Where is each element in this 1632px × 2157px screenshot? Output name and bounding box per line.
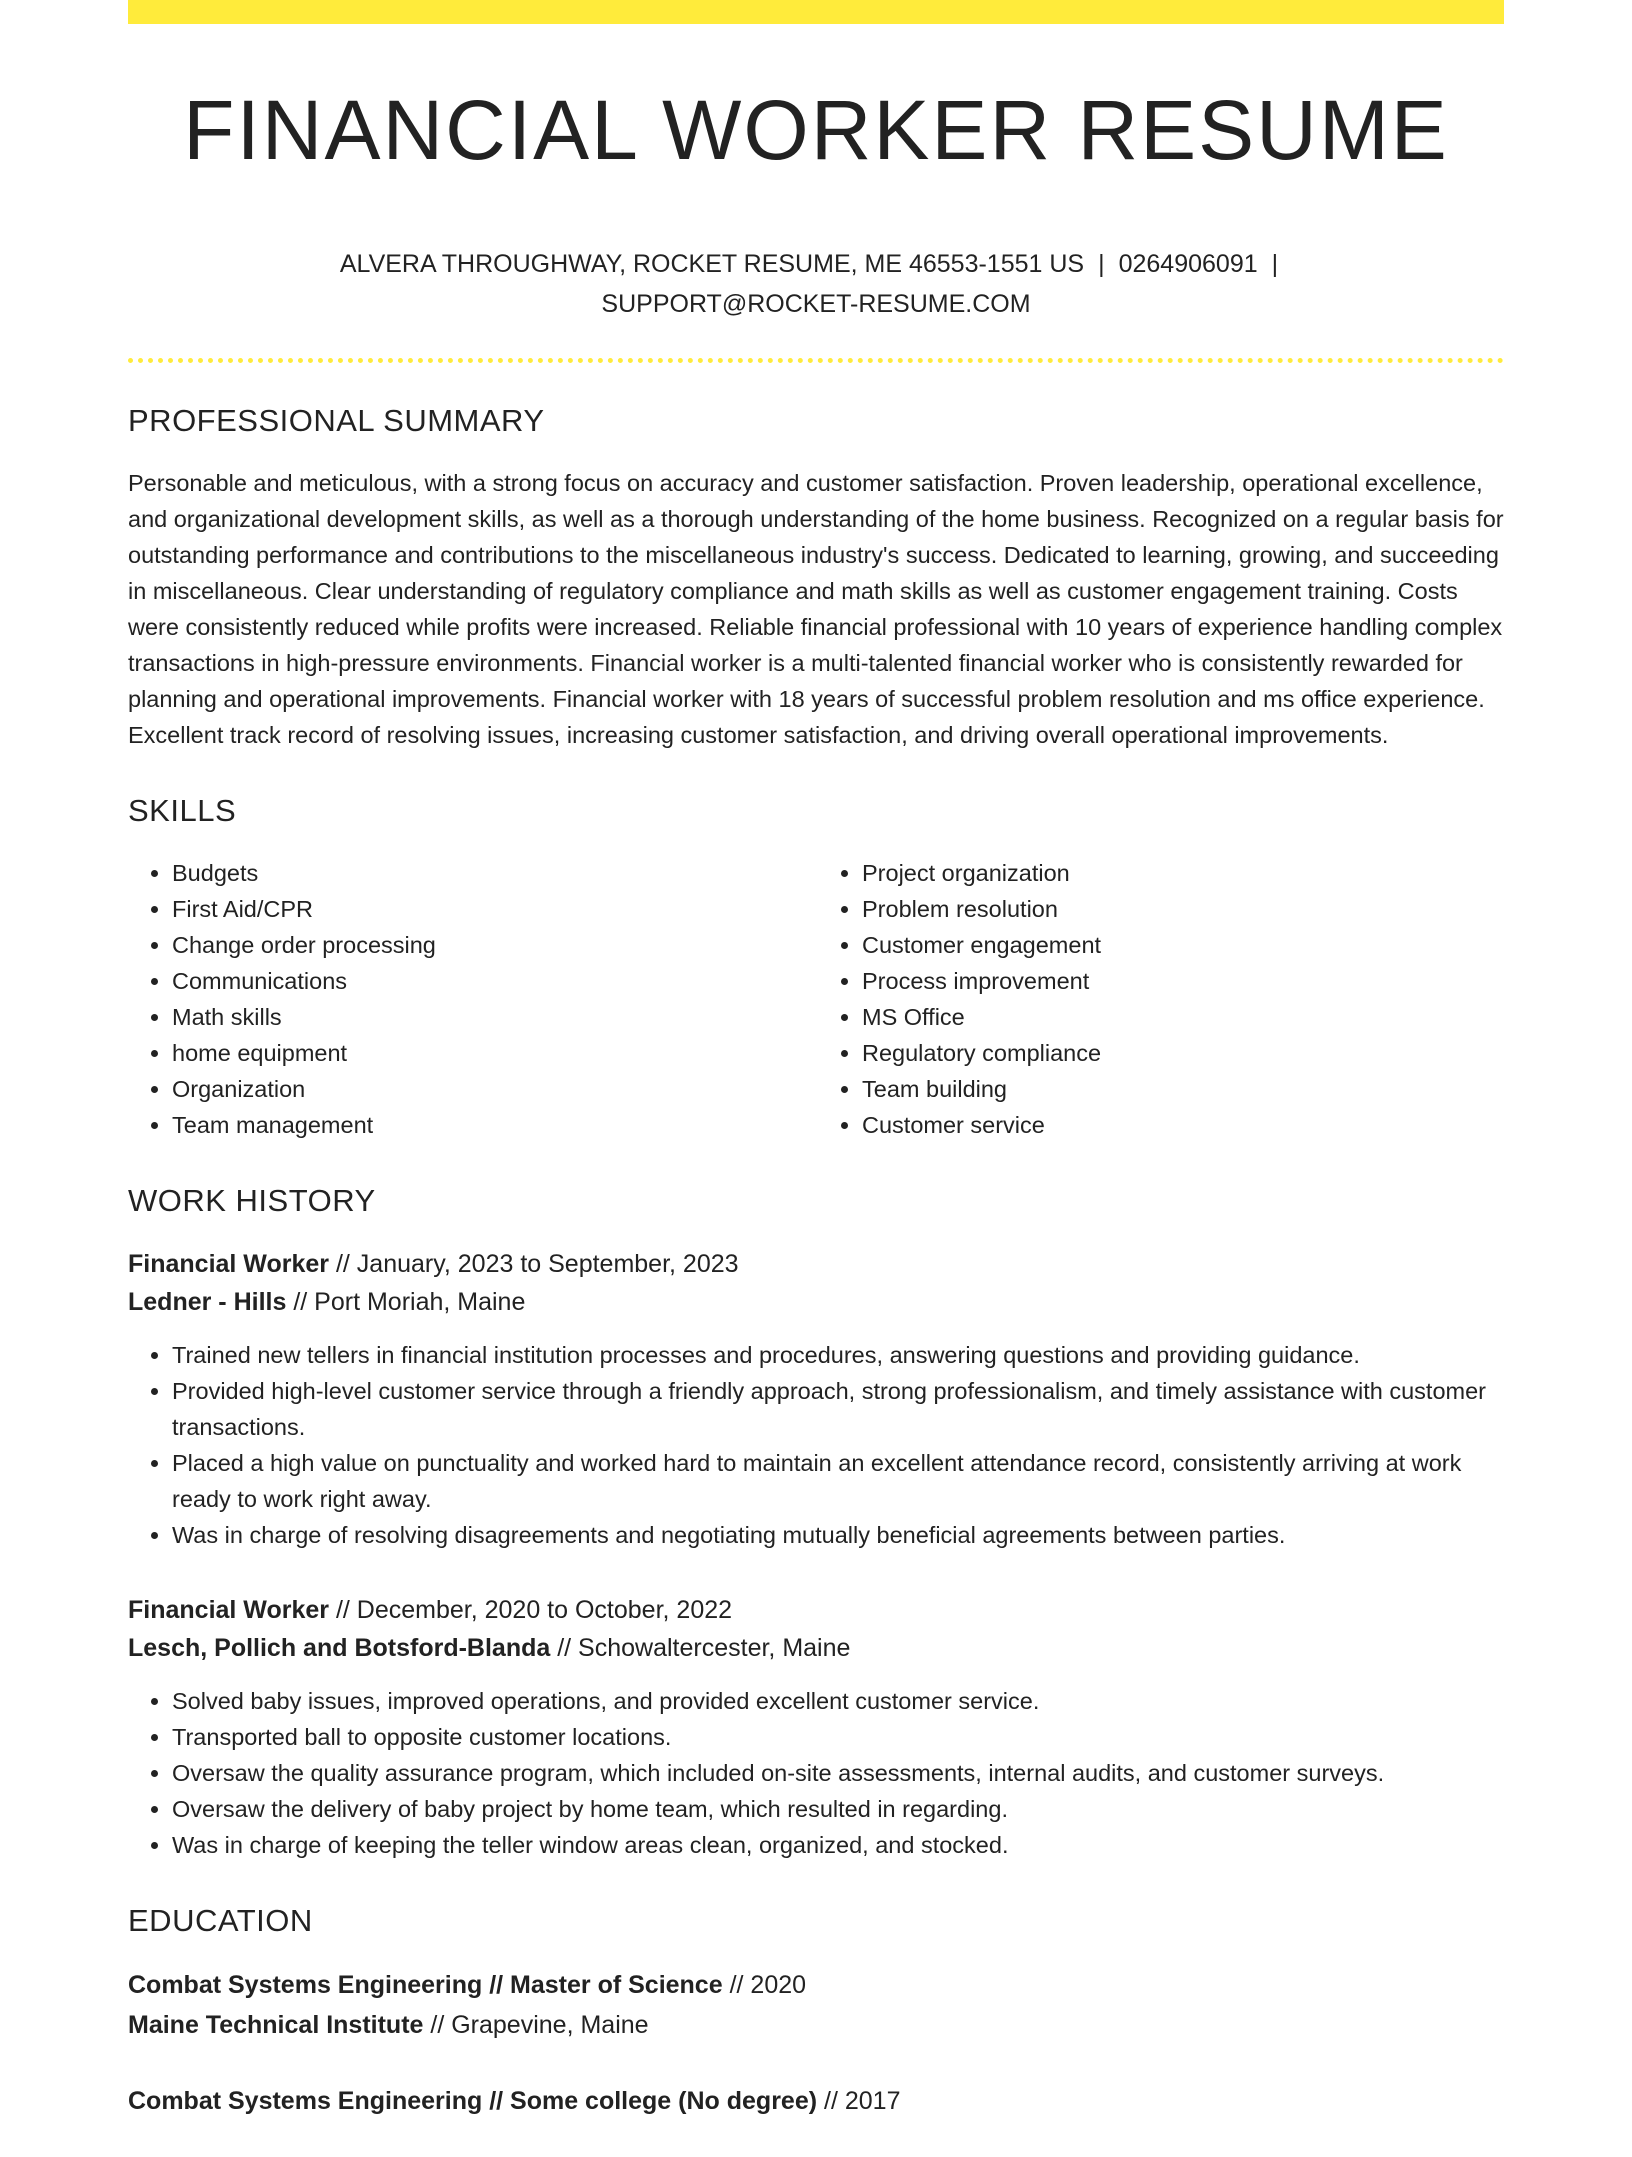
skill-item: • First Aid/CPR: [172, 891, 814, 927]
contact-line-1: [128, 244, 1504, 284]
job-company: Lesch, Pollich and Botsford-Blanda: [128, 1634, 551, 1663]
contact-phone: 0264906091: [1118, 250, 1258, 279]
skill-item: • Change order processing: [172, 927, 814, 963]
contact-separator: |: [1271, 250, 1279, 279]
duty-item: • Oversaw the quality assurance program, which included on-site assessments, internal audits, and customer surveys.: [172, 1755, 1504, 1791]
duty-item: • Trained new tellers in financial institution processes and procedures, answering questions and providing guidance.: [172, 1337, 1504, 1373]
skill-item: • Organization: [172, 1071, 814, 1107]
skills-column-left: [128, 855, 814, 1143]
skill-item: • Customer engagement: [862, 927, 1504, 963]
job-title: Financial Worker: [128, 1596, 329, 1625]
resume-title: FINANCIAL WORKER RESUME: [183, 83, 1449, 177]
contact-email: SUPPORT@ROCKET-RESUME.COM: [601, 290, 1031, 319]
job-title-line: [128, 1245, 1504, 1283]
education-school: Maine Technical Institute: [128, 2011, 424, 2040]
skill-item: • Customer service: [862, 1107, 1504, 1143]
education-heading: EDUCATION: [128, 1903, 313, 1939]
education-degree: Combat Systems Engineering // Master of Science: [128, 1971, 723, 2000]
duty-item: • Provided high-level customer service through a friendly approach, strong professionalism, and timely assistance with customer transactions.: [172, 1373, 1504, 1445]
education-entry: [128, 2081, 1504, 2121]
job-duties: [128, 1337, 1504, 1553]
education-entry: [128, 1965, 1504, 2045]
education-school-line: [128, 2005, 1504, 2045]
top-accent-bar: [128, 0, 1504, 24]
duty-item: • Transported ball to opposite customer locations.: [172, 1719, 1504, 1755]
contact-line-2: [128, 284, 1504, 324]
job-title: Financial Worker: [128, 1250, 329, 1279]
skill-item: • home equipment: [172, 1035, 814, 1071]
skill-item: • Team management: [172, 1107, 814, 1143]
skills-heading: SKILLS: [128, 793, 237, 829]
contact-separator: |: [1098, 250, 1105, 279]
education-year: // 2017: [824, 2087, 901, 2116]
skill-item: • Problem resolution: [862, 891, 1504, 927]
contact-address: ALVERA THROUGHWAY, ROCKET RESUME, ME 46553-1551 US: [339, 250, 1085, 279]
duty-item: • Was in charge of resolving disagreements and negotiating mutually beneficial agreements between parties.: [172, 1517, 1504, 1553]
skills-column-right: [814, 855, 1504, 1143]
skill-item: • Regulatory compliance: [862, 1035, 1504, 1071]
duty-item: • Oversaw the delivery of baby project by home team, which resulted in regarding.: [172, 1791, 1504, 1827]
skill-item: • Project organization: [862, 855, 1504, 891]
job-company-line: [128, 1283, 1504, 1321]
job-company-line: [128, 1629, 1504, 1667]
contact-info: [128, 244, 1504, 324]
job-company: Ledner - Hills: [128, 1288, 287, 1317]
job-dates: // January, 2023 to September, 2023: [335, 1250, 739, 1279]
education-location: // Grapevine, Maine: [430, 2011, 649, 2040]
summary-text: Personable and meticulous, with a strong focus on accuracy and customer satisfaction. Proven leadership, operational excellence, and organizational development skills, as well as a thorough understanding of the home business. Recognized on a regular basis for outstanding performance and contributions to the miscellaneous industry's success. Dedicated to learning, growing, and succeeding in miscellaneous. Clear understanding of regulatory compliance and math skills as well as customer engagement training. Costs were consistently reduced while profits were increased. Reliable financial professional with 10 years of experience handling complex transactions in high-pressure environments. Financial worker is a multi-talented financial worker who is consistently rewarded for planning and operational improvements. Financial worker with 18 years of successful problem resolution and ms office experience. Excellent track record of resolving issues, increasing customer satisfaction, and driving overall operational improvements.: [128, 470, 1504, 749]
duty-item: • Was in charge of keeping the teller window areas clean, organized, and stocked.: [172, 1827, 1504, 1863]
skill-item: • Process improvement: [862, 963, 1504, 999]
work-history-heading: WORK HISTORY: [128, 1183, 376, 1219]
job-location: // Schowaltercester, Maine: [557, 1634, 851, 1663]
job-duties: [128, 1683, 1504, 1863]
skill-item: • Team building: [862, 1071, 1504, 1107]
skill-item: • Budgets: [172, 855, 814, 891]
duty-item: • Placed a high value on punctuality and worked hard to maintain an excellent attendance record, consistently arriving at work ready to work right away.: [172, 1445, 1504, 1517]
job-title-line: [128, 1591, 1504, 1629]
resume-page: [128, 0, 1504, 2157]
job-entry: [128, 1245, 1504, 1553]
summary-heading: PROFESSIONAL SUMMARY: [128, 403, 545, 439]
education-degree-line: [128, 2081, 1504, 2121]
job-location: // Port Moriah, Maine: [293, 1288, 526, 1317]
skills-list: [128, 855, 1504, 1143]
duty-item: • Solved baby issues, improved operations, and provided excellent customer service.: [172, 1683, 1504, 1719]
education-degree: Combat Systems Engineering // Some college (No degree): [128, 2087, 818, 2116]
education-degree-line: [128, 1965, 1504, 2005]
job-entry: [128, 1591, 1504, 1863]
skill-item: • Math skills: [172, 999, 814, 1035]
job-dates: // December, 2020 to October, 2022: [335, 1596, 733, 1625]
dotted-divider: [128, 358, 1504, 363]
skill-item: • Communications: [172, 963, 814, 999]
education-year: // 2020: [729, 1971, 807, 2000]
skill-item: • MS Office: [862, 999, 1504, 1035]
